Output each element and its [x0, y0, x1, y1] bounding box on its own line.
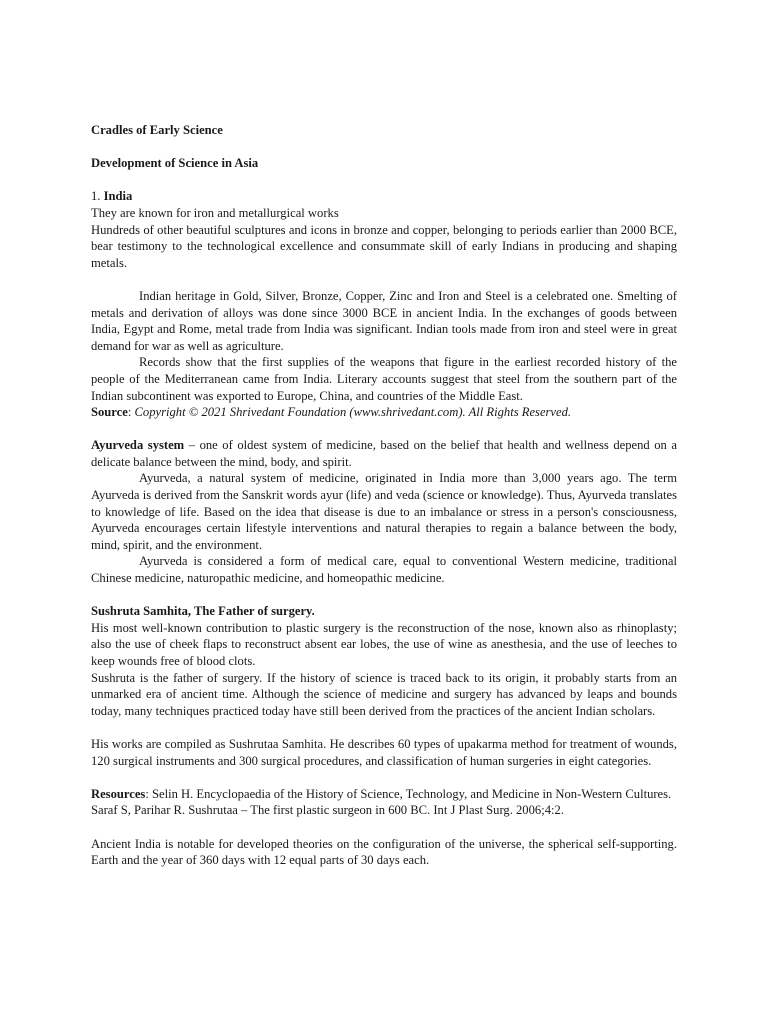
- ayurveda-paragraph-2: Ayurveda is considered a form of medical care, equal to conventional Western medicine, traditional Chinese medicine, naturopathic medicine, and homeopathic medicine.: [91, 554, 677, 586]
- resources-text: : Selin H. Encyclopaedia of the History of Science, Technology, and Medicine in Non-Western Cultures.: [145, 786, 672, 801]
- sushruta-paragraph-1: His most well-known contribution to plastic surgery is the reconstruction of the nose, known also as rhinoplasty; also the use of cheek flaps to reconstruct absent ear lobes, the use of wine as anesthesia, and the use of leeches to keep wounds free of blood clots.: [91, 620, 677, 668]
- section-heading: [91, 188, 677, 205]
- ayurveda-intro-text: – one of oldest system of medicine, based on the belief that health and wellness depend on a delicate balance between the mind, body, and spirit.: [91, 438, 677, 469]
- paragraph-records: Records show that the first supplies of the weapons that figure in the earliest recorded history of the people of the Mediterranean came from India. Literary accounts suggest that steel from the southern part of the Indian subcontinent was exported to Europe, China, and countries of the Middle East.: [91, 355, 677, 403]
- ayurveda-intro: [91, 437, 677, 470]
- source-line: [91, 404, 677, 421]
- ayurveda-heading: Ayurveda system: [91, 438, 185, 453]
- source-separator: :: [127, 405, 135, 420]
- document-title: Cradles of Early Science: [91, 123, 223, 137]
- sushruta-paragraph-2: Sushruta is the father of surgery. If the history of science is traced back to its origin, it probably starts from an unmarked era of ancient time. Although the science of medicine and surgery has advanced by leaps and bounds today, many techniques practiced today have still been derived from the practices of the ancient Indian scholars.: [91, 670, 677, 718]
- document-subtitle: Development of Science in Asia: [91, 156, 259, 171]
- section-name: India: [103, 189, 133, 204]
- section-number: 1.: [91, 189, 101, 204]
- document-page: [91, 122, 677, 869]
- paragraph-metals: Hundreds of other beautiful sculptures and icons in bronze and copper, belonging to periods earlier than 2000 BCE, bear testimony to the technological excellence and consummate skill of early Indians in producing and shaping metals.: [91, 222, 677, 270]
- source-text: Copyright © 2021 Shrivedant Foundation (www.shrivedant.com). All Rights Reserved.: [134, 405, 572, 420]
- closing-paragraph: Ancient India is notable for developed theories on the configuration of the universe, the spherical self-supporting. Earth and the year of 360 days with 12 equal parts of 30 days each.: [91, 836, 677, 868]
- source-label: Source: [91, 405, 128, 420]
- resources-label: Resources: [91, 786, 146, 801]
- paragraph-heritage: Indian heritage in Gold, Silver, Bronze, Copper, Zinc and Iron and Steel is a celebrated one. Smelting of metals and derivation of alloys was done since 3000 BCE in ancient India. In the exchanges of goods between India, Egypt and Rome, metal trade from India was significant. Indian tools made from iron and steel were in great demand for war as well as agriculture.: [91, 288, 677, 353]
- intro-line: They are known for iron and metallurgical works: [91, 205, 339, 220]
- resources-citation: Saraf S, Parihar R. Sushrutaa – The first plastic surgeon in 600 BC. Int J Plast Surg. 2006;4:2.: [91, 803, 564, 818]
- sushruta-paragraph-3: His works are compiled as Sushrutaa Samhita. He describes 60 types of upakarma method for treatment of wounds, 120 surgical instruments and 300 surgical procedures, and classification of human surgeries in eight categories.: [91, 736, 677, 768]
- ayurveda-paragraph-1: Ayurveda, a natural system of medicine, originated in India more than 3,000 years ago. The term Ayurveda is derived from the Sanskrit words ayur (life) and veda (science or knowledge). Thus, Ayurveda translates to knowledge of life. Based on the idea that disease is due to an imbalance or stress in a person's consciousness, Ayurveda encourages certain lifestyle interventions and natural therapies to regain a balance between the body, mind, spirit, and the environment.: [91, 471, 677, 552]
- sushruta-heading: Sushruta Samhita, The Father of surgery.: [91, 604, 315, 619]
- resources-line: [91, 786, 677, 803]
